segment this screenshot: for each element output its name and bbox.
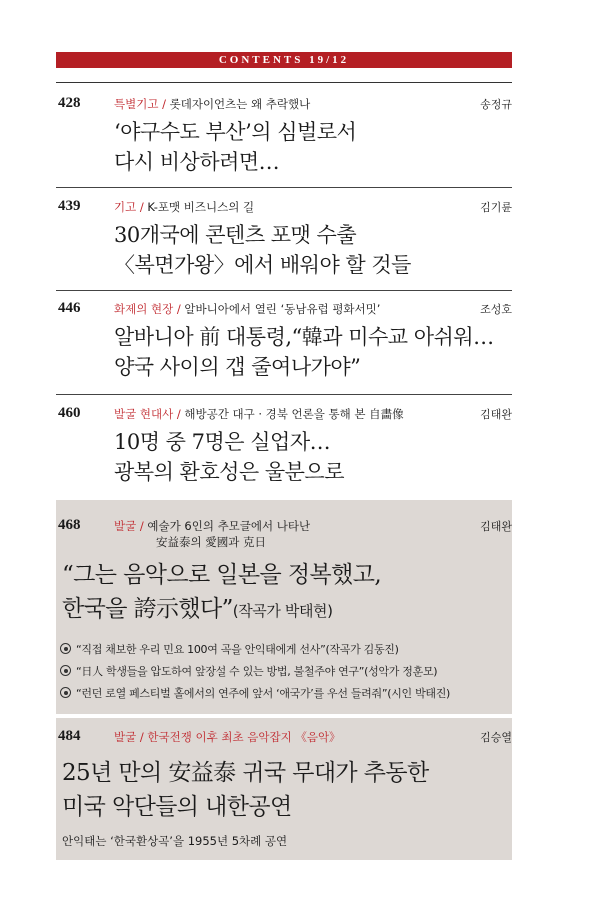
page-number: 468 xyxy=(58,517,81,533)
entry-author: 송정규 xyxy=(480,98,512,111)
entry-author: 김기륜 xyxy=(480,201,512,214)
entry-subtitle: 기고 / K-포맷 비즈니스의 길 xyxy=(114,200,255,214)
toc-entry-439[interactable] xyxy=(56,198,512,288)
toc-entry-428[interactable] xyxy=(56,95,512,185)
entry-title-line-2: 다시 비상하려면… xyxy=(114,150,280,174)
entry-subtitle-text: 알바니아에서 열린 ‘동남유럽 평화서밋’ xyxy=(184,302,381,316)
entry-author: 조성호 xyxy=(480,303,512,316)
entry-title-line-1: 10명 중 7명은 실업자… xyxy=(114,430,331,454)
entry-subtitle: 특별기고 / 롯데자이언츠는 왜 추락했나 xyxy=(114,97,311,111)
entry-category: 발굴 xyxy=(114,519,137,533)
entry-title-line-2: 〈복면가왕〉에서 배워야 할 것들 xyxy=(114,253,411,277)
entry-title-line-1: 알바니아 前 대통령,“韓과 미수교 아쉬워… xyxy=(114,325,494,349)
quote-text: “직접 채보한 우리 민요 100여 곡을 안익태에게 선사”(작곡가 김동진) xyxy=(76,643,399,656)
entry-divider xyxy=(56,187,512,188)
page-number: 446 xyxy=(58,300,81,316)
entry-subtitle-text: 롯데자이언츠는 왜 추락했나 xyxy=(169,97,311,111)
entry-category: 화제의 현장 xyxy=(114,302,174,316)
page-number: 428 xyxy=(58,95,81,111)
contents-header: CONTENTS 19/12 xyxy=(56,52,512,68)
entry-title-line-2: 광복의 환호성은 울분으로 xyxy=(114,460,344,484)
quote-bullet xyxy=(60,663,437,679)
toc-entry-460[interactable] xyxy=(56,405,512,495)
entry-subtitle-text: 예술가 6인의 추모글에서 나타난 xyxy=(147,519,311,533)
feature-title-line-2 xyxy=(62,592,333,628)
entry-title-line-2: 양국 사이의 갭 줄여나가야” xyxy=(114,355,361,379)
entry-divider xyxy=(56,394,512,395)
page-number: 460 xyxy=(58,405,81,421)
entry-subtitle: 발굴 현대사 / 해방공간 대구 · 경북 언론을 통해 본 自畵像 xyxy=(114,407,404,421)
circle-bullet-icon xyxy=(60,643,71,654)
header-divider xyxy=(56,82,512,83)
quote-text: “런던 로열 페스티벌 홀에서의 연주에 앞서 ‘애국가’를 우선 들려줘”(시인 박태진) xyxy=(76,687,451,700)
entry-subtitle-line-2: 安益泰의 愛國과 克日 xyxy=(156,535,267,549)
page-number: 484 xyxy=(58,728,81,744)
page-number: 439 xyxy=(58,198,81,214)
quote-text: “日人 학생들을 압도하여 앞장설 수 있는 방법, 불철주야 연구”(성악가 정훈모) xyxy=(76,665,438,678)
entry-author: 김태완 xyxy=(480,408,512,421)
circle-bullet-icon xyxy=(60,687,71,698)
feature-note: 안익태는 ‘한국환상곡’을 1955년 5차례 공연 xyxy=(62,834,288,848)
entry-divider xyxy=(56,290,512,291)
entry-title-line-1: 30개국에 콘텐츠 포맷 수출 xyxy=(114,223,357,247)
toc-entry-446[interactable] xyxy=(56,300,512,390)
feature-title-main: 한국을 誇示했다” xyxy=(62,596,233,622)
entry-category: 특별기고 xyxy=(114,97,159,111)
entry-title-line-1: ‘야구수도 부산’의 심벌로서 xyxy=(114,120,357,144)
entry-author: 김승열 xyxy=(480,731,512,744)
entry-subtitle: 발굴 / 예술가 6인의 추모글에서 나타난 xyxy=(114,519,311,533)
entry-author: 김태완 xyxy=(480,520,512,533)
entry-category: 기고 xyxy=(114,200,137,214)
entry-subtitle-text: K-포맷 비즈니스의 길 xyxy=(147,200,255,214)
feature-title-line-1: “그는 음악으로 일본을 정복했고, xyxy=(62,562,382,588)
quote-bullet xyxy=(60,641,399,657)
feature-title-line-1: 25년 만의 安益泰 귀국 무대가 추동한 xyxy=(62,760,429,786)
entry-subtitle: 화제의 현장 / 알바니아에서 열린 ‘동남유럽 평화서밋’ xyxy=(114,302,381,316)
circle-bullet-icon xyxy=(60,665,71,676)
feature-title-attribution: (작곡가 박태현) xyxy=(232,602,333,620)
entry-category: 발굴 현대사 xyxy=(114,407,174,421)
feature-title-line-2: 미국 악단들의 내한공연 xyxy=(62,794,292,820)
quote-bullet xyxy=(60,685,450,701)
entry-subtitle xyxy=(114,729,341,745)
entry-subtitle-text: 해방공간 대구 · 경북 언론을 통해 본 自畵像 xyxy=(184,407,404,421)
entry-category: 발굴 / 한국전쟁 이후 최초 음악잡지 《음악》 xyxy=(114,730,341,744)
